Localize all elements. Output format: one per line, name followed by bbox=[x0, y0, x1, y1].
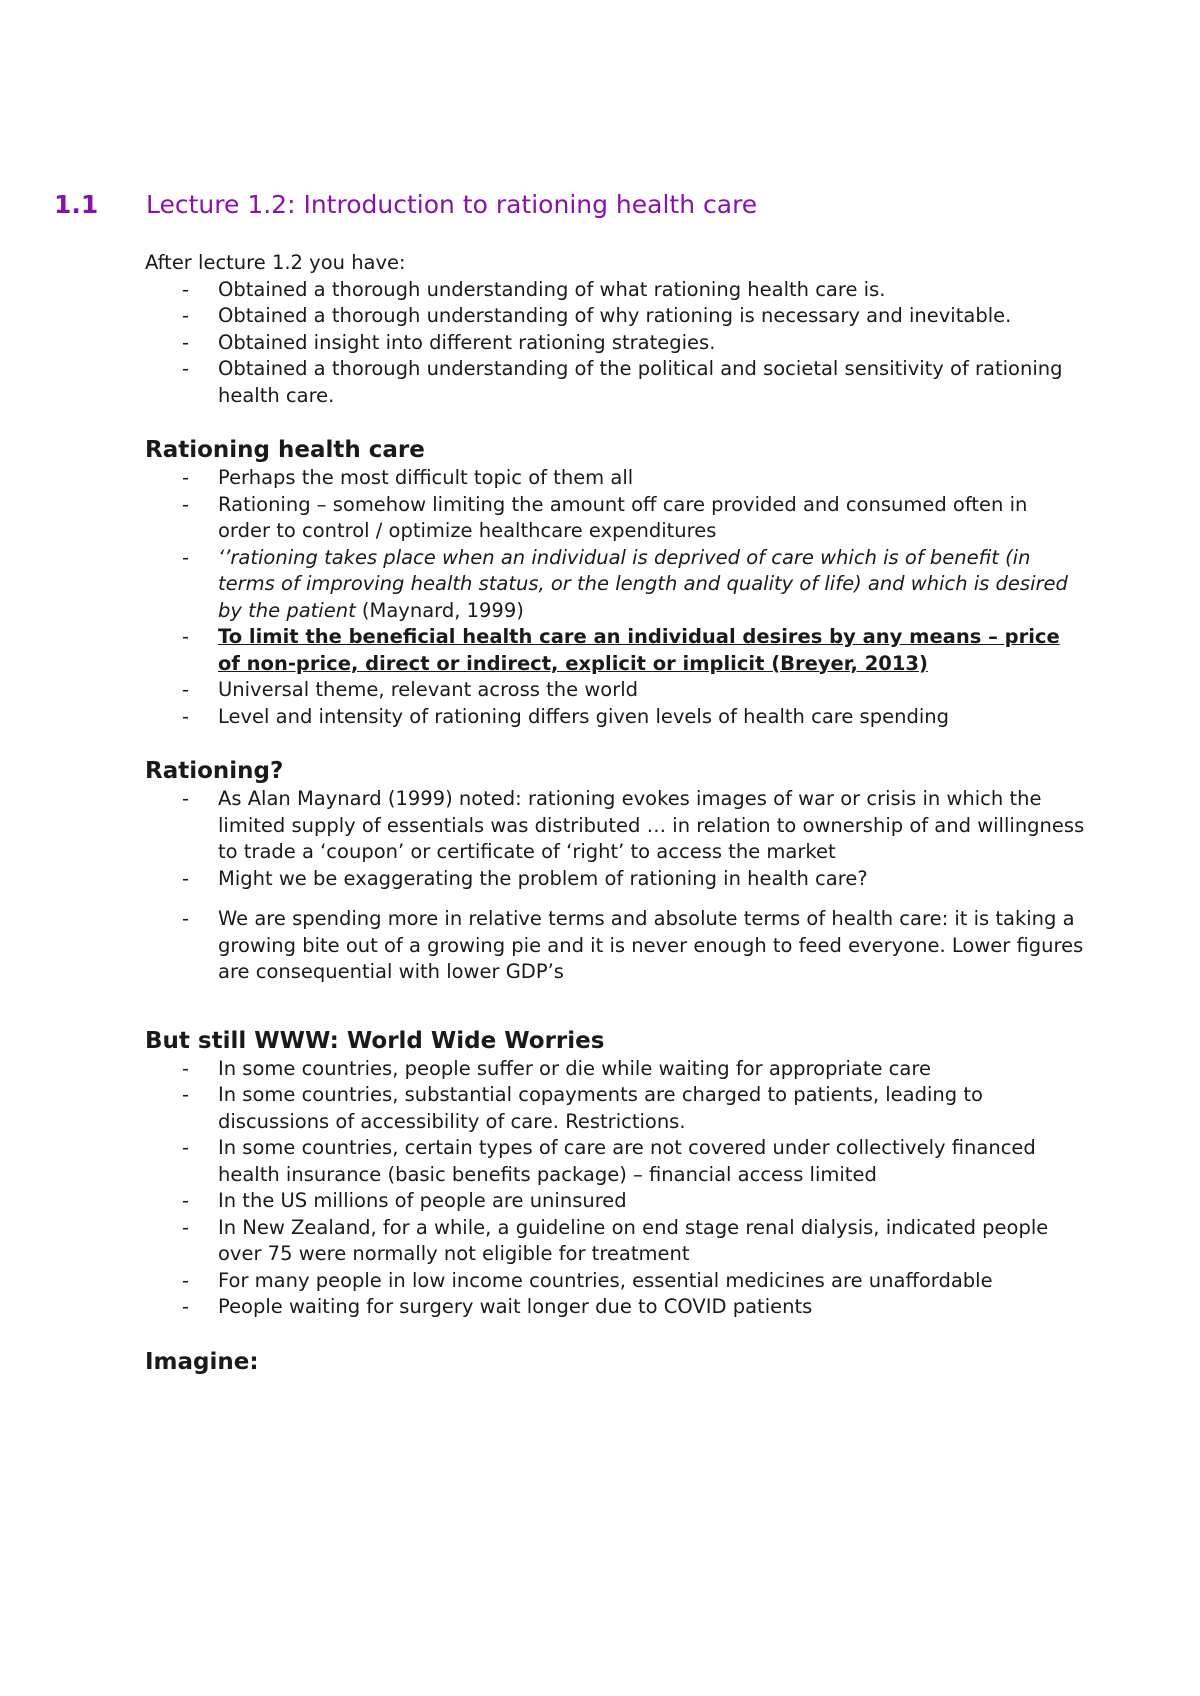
list-item: - In some countries, substantial copayments are charged to patients, leading to discussions of accessibility of care. Restrictions. bbox=[182, 1083, 983, 1133]
list-item: - Obtained a thorough understanding of what rationing health care is. bbox=[145, 277, 1085, 304]
list-item: - Perhaps the most difficult topic of them all bbox=[145, 465, 1085, 492]
list-item: - We are spending more in relative terms and absolute terms of health care: it is taking a growing bite out of a growing pie and it is never enough to feed everyone. Lower figures are consequential with lower GDP’s bbox=[182, 907, 1084, 983]
list-item: - Obtained insight into different rationing strategies. bbox=[145, 330, 1085, 357]
list-marker: - bbox=[182, 1215, 190, 1239]
list-marker: - bbox=[182, 866, 190, 890]
maynard-quote: ‘’rationing takes place when an individual is deprived of care which is of benefit (in terms of improving health status, or the length and quality of life) and which is desired by the patient bbox=[218, 545, 1068, 622]
section-title: Lecture 1.2: Introduction to rationing health care bbox=[146, 190, 758, 219]
list-marker: - bbox=[182, 704, 190, 728]
list-item: - In some countries, people suffer or die while waiting for appropriate care bbox=[145, 1056, 1085, 1083]
list-marker: - bbox=[182, 545, 190, 569]
document-body bbox=[145, 250, 1085, 1377]
list-marker: - bbox=[182, 625, 190, 648]
list-item: - For many people in low income countries, essential medicines are unaffordable bbox=[145, 1268, 1085, 1295]
list-marker: - bbox=[182, 492, 190, 516]
maynard-citation: (Maynard, 1999) bbox=[355, 598, 524, 622]
subheading-imagine: Imagine: bbox=[145, 1348, 259, 1375]
list-marker: - bbox=[182, 1295, 190, 1318]
list-marker: - bbox=[182, 277, 190, 301]
breyer-definition: To limit the beneficial health care an individual desires by any means – price of non-price, direct or indirect, explicit or implicit (Breyer, 2013) bbox=[218, 625, 1060, 675]
subheading-world-wide-worries: But still WWW: World Wide Worries bbox=[145, 1027, 605, 1054]
list-marker: - bbox=[182, 330, 190, 354]
list-marker: - bbox=[182, 1056, 190, 1080]
subheading-rationing-health-care: Rationing health care bbox=[145, 437, 425, 463]
list-marker: - bbox=[182, 678, 190, 701]
list-marker: - bbox=[182, 1189, 190, 1212]
list-marker: - bbox=[182, 357, 190, 380]
list-marker: - bbox=[182, 1268, 190, 1292]
subheading-rationing-question: Rationing? bbox=[145, 758, 284, 784]
list-item: - Obtained a thorough understanding of why rationing is necessary and inevitable. bbox=[145, 303, 1085, 330]
list-item: - Level and intensity of rationing differs given levels of health care spending bbox=[145, 704, 1085, 731]
intro-text: After lecture 1.2 you have: bbox=[145, 251, 406, 274]
list-item: - In some countries, certain types of care are not covered under collectively financed health insurance (basic benefits package) – financial access limited bbox=[182, 1136, 1036, 1186]
list-item: - As Alan Maynard (1999) noted: rationing evokes images of war or crisis in which the limited supply of essentials was distributed … in relation to ownership of and willingness to trade a ‘coupon’ or certificate of ‘right’ to access the market bbox=[182, 787, 1085, 863]
list-item: - Obtained a thorough understanding of the political and societal sensitivity of rationing health care. bbox=[182, 357, 1063, 407]
rationing-health-care-list bbox=[145, 465, 1085, 730]
list-marker: - bbox=[182, 466, 190, 489]
list-marker: - bbox=[182, 1136, 190, 1159]
list-marker: - bbox=[182, 304, 190, 327]
list-item: - Might we be exaggerating the problem of rationing in health care? bbox=[145, 866, 1085, 893]
list-item bbox=[145, 624, 1085, 677]
world-wide-worries-list bbox=[145, 1056, 1085, 1321]
list-item bbox=[145, 545, 1085, 625]
rationing-question-list-continued bbox=[145, 906, 1085, 986]
list-item: - Rationing – somehow limiting the amount off care provided and consumed often in order to control / optimize healthcare expenditures bbox=[182, 492, 1028, 542]
list-item: - Universal theme, relevant across the world bbox=[145, 677, 1085, 704]
list-item: - People waiting for surgery wait longer due to COVID patients bbox=[145, 1294, 1085, 1321]
list-item: - In the US millions of people are uninsured bbox=[145, 1188, 1085, 1215]
learning-goals-list bbox=[145, 277, 1085, 410]
section-heading bbox=[54, 188, 757, 222]
rationing-question-list bbox=[145, 786, 1085, 892]
list-marker: - bbox=[182, 907, 190, 930]
list-marker: - bbox=[182, 1083, 190, 1106]
list-marker: - bbox=[182, 787, 190, 810]
list-item: - In New Zealand, for a while, a guideline on end stage renal dialysis, indicated people over 75 were normally not eligible for treatment bbox=[182, 1215, 1049, 1265]
section-number: 1.1 bbox=[54, 190, 99, 219]
